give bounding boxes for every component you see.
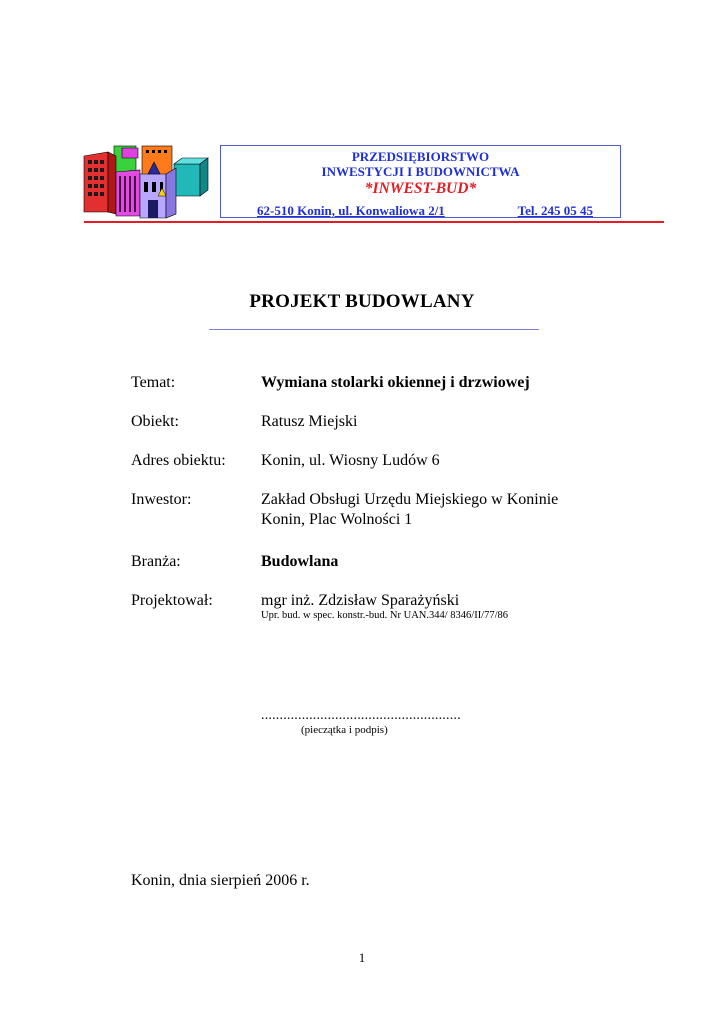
field-label-inwestor: Inwestor:: [131, 491, 192, 508]
company-header-box: [220, 145, 621, 218]
signature-caption: (pieczątka i podpis): [301, 724, 388, 736]
field-label-adres: Adres obiektu:: [131, 452, 226, 469]
company-name-line1: PRZEDSIĘBIORSTWO: [351, 149, 490, 164]
field-value-obiekt: Ratusz Miejski: [261, 413, 358, 430]
page-number: 1: [358, 950, 366, 965]
field-value-branza: Budowlana: [261, 553, 339, 570]
field-value-adres: Konin, ul. Wiosny Ludów 6: [261, 452, 440, 469]
field-label-temat: Temat:: [131, 374, 176, 391]
company-phone: Tel. 245 05 45: [517, 203, 593, 218]
field-label-obiekt: Obiekt:: [131, 413, 179, 430]
company-address: 62-510 Konin, ul. Konwaliowa 2/1: [257, 203, 445, 218]
company-brand: *INWEST-BUD*: [364, 180, 477, 197]
field-value-inwestor-line1: Zakład Obsługi Urzędu Miejskiego w Koninie: [261, 491, 559, 508]
field-label-branza: Branża:: [131, 553, 181, 570]
field-label-projektowal: Projektował:: [131, 592, 213, 609]
field-value-projektowal: mgr inż. Zdzisław Sparażyński: [261, 592, 460, 609]
document-date: Konin, dnia sierpień 2006 r.: [131, 872, 310, 889]
header-divider: [84, 221, 664, 223]
field-value-temat: Wymiana stolarki okiennej i drzwiowej: [261, 374, 530, 391]
company-name-line2: INWESTYCJI I BUDOWNICTWA: [321, 164, 520, 179]
signature-line: ......................................................: [261, 708, 461, 723]
company-logo-buildings: [82, 138, 210, 220]
title-underline: [209, 329, 539, 330]
document-title: PROJEKT BUDOWLANY: [249, 291, 475, 312]
field-value-inwestor-line2: Konin, Plac Wolności 1: [261, 511, 413, 528]
designer-license-note: Upr. bud. w spec. konstr.-bud. Nr UAN.344/ 8346/II/77/86: [261, 610, 509, 621]
